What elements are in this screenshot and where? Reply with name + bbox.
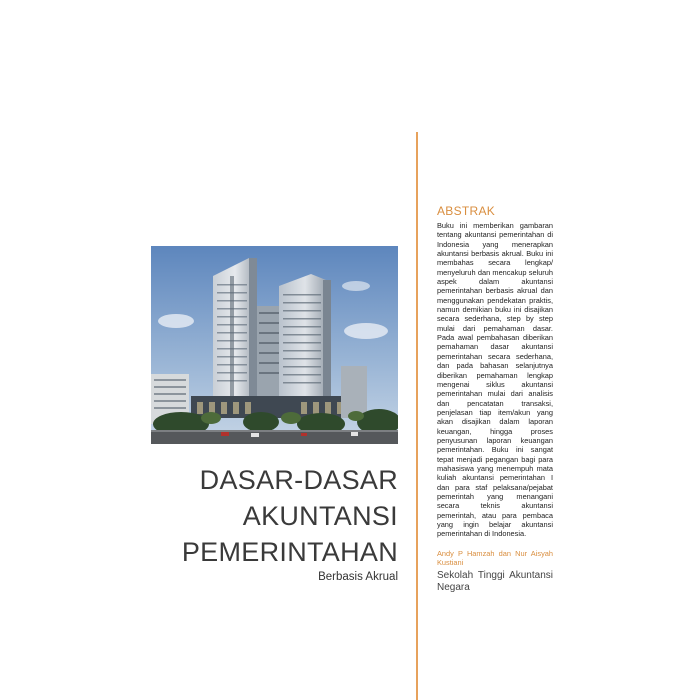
- abstract-column: [437, 204, 553, 594]
- abstract-body: Buku ini memberikan gambaran tentang akuntansi pemerintahan di Indonesia yang menerapkan akuntansi berbasis akrual. Buku ini membahas secara lengkap/ menyeluruh dan mencakup seluruh aspek dalam akuntansi pemerintahan berbasis akrual dan menggunakan pendekatan praktis, namun demikian buku ini disajikan secara sederhana, step by step mulai dari pemahaman dasar. Pada awal pembahasan diberikan pemahaman dasar akuntansi pemerintahan secara sederhana, dan pada bahasan selanjutnya diberikan pemahaman lengkap mengenai siklus akuntansi pemerintahan mulai dari analisis dan pencatatan transaksi, penjelasan tiap item/akun yang akan disajikan dalam laporan keuangan, hingga proses penyusunan laporan keuangan pemerintahan. Buku ini sangat tepat menjadi pegangan bagi para mahasiswa yang menempuh mata kuliah akuntansi pemerintahan I dan para staf pelaksana/pejabat pemerintah yang menangani secara teknis akuntansi pemerintah, atau para pembaca yang ingin belajar akuntansi pemerintahan di Indonesia.: [437, 221, 553, 539]
- authors: Andy P Hamzah dan Nur Aisyah Kustiani: [437, 548, 553, 568]
- book-title-block: [182, 462, 398, 584]
- book-subtitle: Berbasis Akrual: [318, 571, 398, 583]
- cover-photo-buildings: [151, 246, 398, 444]
- abstract-heading: ABSTRAK: [437, 204, 496, 218]
- vertical-divider: [416, 132, 418, 700]
- title-line-2: AKUNTANSI: [242, 501, 398, 531]
- title-line-1: DASAR-DASAR: [199, 465, 398, 495]
- institution: Sekolah Tinggi Akuntansi Negara: [437, 570, 553, 594]
- title-line-3: PEMERINTAHAN: [181, 537, 398, 567]
